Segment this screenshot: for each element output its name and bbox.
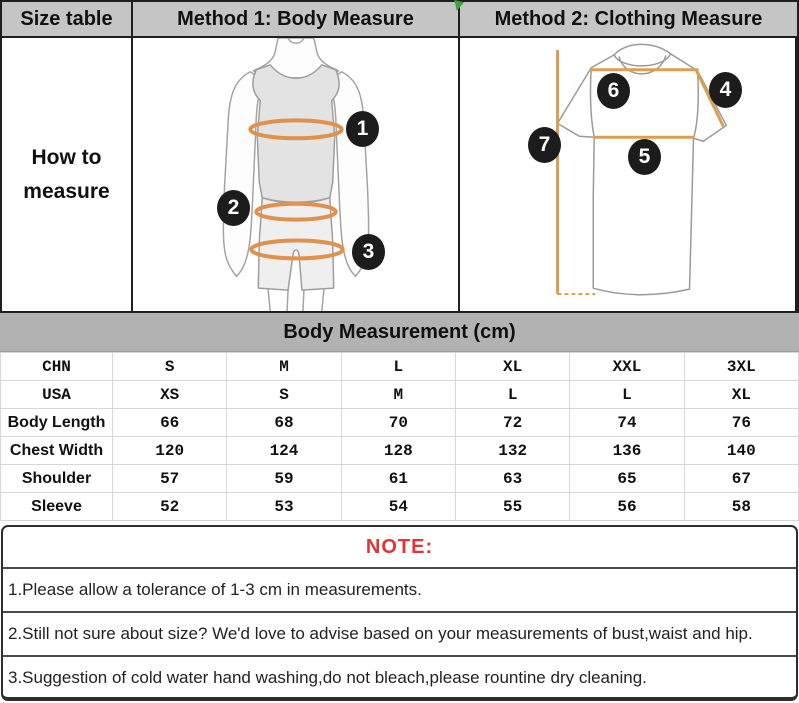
cell: 124 (227, 437, 341, 465)
top-section (0, 0, 799, 313)
marker-1 (346, 111, 379, 147)
cell: 61 (341, 465, 455, 493)
cell: M (227, 353, 341, 381)
row-label: CHN (1, 353, 113, 381)
cell: 65 (570, 465, 684, 493)
marker-3 (352, 234, 385, 270)
cell: 132 (455, 437, 569, 465)
cell: XL (684, 381, 798, 409)
note-item-3: 3.Suggestion of cold water hand washing,do not bleach,please rountine dry cleaning. (3, 655, 796, 699)
cell: S (113, 353, 227, 381)
marker-6-label: 6 (607, 79, 620, 102)
cell: 57 (113, 465, 227, 493)
body-measure-illustration (133, 38, 460, 311)
row-label: USA (1, 381, 113, 409)
cell: 58 (684, 493, 798, 521)
cell: XL (455, 353, 569, 381)
marker-2 (217, 190, 250, 226)
cell: 59 (227, 465, 341, 493)
note-title: NOTE: (365, 535, 434, 558)
how-to-line1: How to (31, 145, 102, 169)
cell: 52 (113, 493, 227, 521)
notes-box (1, 525, 798, 701)
cell: M (341, 381, 455, 409)
marker-2-label: 2 (227, 196, 240, 219)
cell: 63 (455, 465, 569, 493)
note-item-2: 2.Still not sure about size? We'd love to advise based on your measurements of bust,waist and hip. (3, 611, 796, 655)
row-label: Chest Width (1, 437, 113, 465)
cell: 66 (113, 409, 227, 437)
row-label: Body Length (1, 409, 113, 437)
cell: 128 (341, 437, 455, 465)
cell: 70 (341, 409, 455, 437)
tshirt-figure-icon (460, 38, 795, 311)
how-to-line2: measure (23, 179, 110, 203)
cell: 55 (455, 493, 569, 521)
row-label: Sleeve (1, 493, 113, 521)
cell: XS (113, 381, 227, 409)
body-measurement-title (0, 313, 799, 352)
cell: 56 (570, 493, 684, 521)
marker-4 (709, 72, 742, 108)
marker-7-label: 7 (538, 133, 551, 156)
table-row-sleeve (1, 493, 799, 521)
left-leg-inner-line (287, 290, 288, 311)
table-row-shoulder (1, 465, 799, 493)
table-row-body-length (1, 409, 799, 437)
marker-7 (528, 127, 561, 163)
cell: 54 (341, 493, 455, 521)
marker-4-label: 4 (719, 78, 732, 101)
cell: L (341, 353, 455, 381)
cell: 68 (227, 409, 341, 437)
note-item-1: 1.Please allow a tolerance of 1-3 cm in measurements. (3, 567, 796, 611)
cell: L (570, 381, 684, 409)
body-measurement-title-label: Body Measurement (cm) (283, 320, 516, 343)
table-row-chest-width (1, 437, 799, 465)
left-leg-line (268, 290, 270, 311)
header-method1 (133, 2, 460, 38)
marker-5-label: 5 (638, 145, 651, 168)
cell: 136 (570, 437, 684, 465)
cell: XXL (570, 353, 684, 381)
header-method2 (460, 2, 797, 38)
marker-3-label: 3 (362, 240, 375, 263)
header-method1-label: Method 1: Body Measure (177, 7, 414, 30)
header-method2-label: Method 2: Clothing Measure (494, 7, 763, 30)
cell: 74 (570, 409, 684, 437)
cell: 140 (684, 437, 798, 465)
right-leg-line (322, 290, 324, 311)
size-table (0, 352, 799, 521)
body-figure-icon (133, 38, 458, 311)
cell: 76 (684, 409, 798, 437)
right-leg-inner-line (303, 290, 304, 311)
cell: 120 (113, 437, 227, 465)
cell: 72 (455, 409, 569, 437)
table-row-chn (1, 353, 799, 381)
tank-top-shape (253, 65, 339, 202)
header-size-table-label: Size table (20, 7, 113, 30)
cell: 3XL (684, 353, 798, 381)
how-to-measure-label (2, 38, 133, 311)
table-row-usa (1, 381, 799, 409)
cell: L (455, 381, 569, 409)
marker-1-label: 1 (356, 117, 369, 140)
cell: 53 (227, 493, 341, 521)
cell: S (227, 381, 341, 409)
row-label: Shoulder (1, 465, 113, 493)
marker-5 (628, 139, 661, 175)
marker-6 (597, 73, 630, 109)
cell: 67 (684, 465, 798, 493)
clothing-measure-illustration (460, 38, 797, 311)
header-size-table (2, 2, 133, 38)
